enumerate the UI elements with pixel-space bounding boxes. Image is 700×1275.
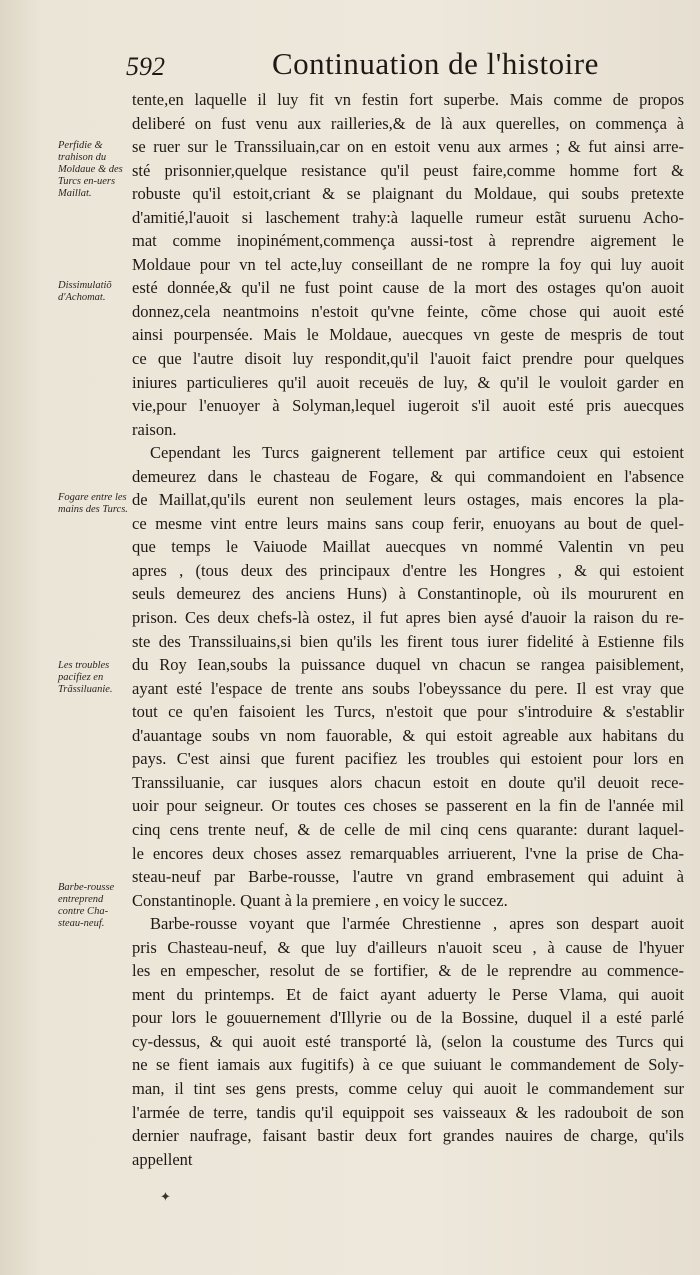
text-line: Transsiluanie, car iusques alors chacun estoit en doute qu'il deuoit rece- bbox=[132, 772, 684, 792]
text-line: esté donnée,& qu'il ne fust point cause de la mort des ostages qu'on auoit bbox=[132, 278, 684, 298]
text-line: tente,en laquelle il luy fit vn festin fort superbe. Mais comme de propos bbox=[132, 90, 684, 109]
text-line: se ruer sur le Transsiluain,car on en estoit venu aux armes ; & fut ainsi arre- bbox=[132, 137, 684, 157]
text-line: appellent bbox=[132, 1149, 193, 1169]
text-line: seuls demeurez des anciens Huns) à Constantinople, où ils moururent en bbox=[132, 584, 684, 604]
text-line: uoir pour seigneur. Or toutes ces choses se passerent en la fin de l'année mil bbox=[132, 796, 684, 816]
margin-note: Perfidie & trahison du Moldaue & des Turcs en-uers Maillat. bbox=[58, 140, 123, 199]
text-line: du Roy Iean,soubs la puissance duquel vn chacun se rangea paisiblement, bbox=[132, 655, 684, 675]
text-line: demeurez dans le chasteau de Fogare, & qui commandoient en l'absence bbox=[132, 466, 684, 486]
text-line: l'armée de terre, tandis qu'il equippoit ses vaisseaux & les radouboit de son bbox=[132, 1102, 684, 1122]
text-line: que temps le Vaiuode Maillat auecques vn nommé Valentin vn peu bbox=[132, 537, 684, 557]
text-line: pris Chasteau-neuf, & que luy d'ailleurs n'auoit sceu , à cause de l'hyuer bbox=[132, 937, 684, 957]
text-line: vie,pour l'enuoyer à Solyman,lequel iugeroit s'il auoit esté pris auecques bbox=[132, 396, 684, 416]
text-line: Cependant les Turcs gaignerent tellement par artifice ceux qui estoient bbox=[150, 443, 684, 463]
text-line: iniures particulieres qu'il auoit receuës de luy, & qu'il le vouloit garder en bbox=[132, 372, 684, 392]
text-line: ne se fient iamais aux fugitifs) à ce que suiuant le commandement de Soly- bbox=[132, 1055, 684, 1075]
text-line: ayant esté l'espace de trente ans soubs l'obeyssance du pere. Il est vray que bbox=[132, 678, 684, 698]
text-line: Constantinople. Quant à la premiere , en voicy le succez. bbox=[132, 890, 508, 910]
text-line: steau-neuf par Barbe-rousse, l'autre vn grand embrasement qui aduint à bbox=[132, 867, 684, 887]
text-line: le encores deux choses assez remarquables arriuerent, l'vne la prise de Cha- bbox=[132, 843, 684, 863]
text-line: ce que l'autre disoit luy respondit,qu'il l'auoit faict prendre pour quelques bbox=[132, 349, 684, 369]
text-line: donnez,cela neantmoins n'estoit qu'vne feinte, cõme chose qui auoit esté bbox=[132, 301, 684, 321]
text-line: tout ce qu'en faisoient les Turcs, n'estoit que pour s'introduire & s'establir bbox=[132, 702, 684, 722]
text-line: dernier naufrage, faisant bastir deux fort grandes nauires de charge, qu'ils bbox=[132, 1126, 684, 1146]
text-line: Moldaue pour vn tel acte,luy conseillant de ne rompre la foy qui luy auoit bbox=[132, 254, 684, 274]
text-line: prison. Ces deux chefs-là ostez, il fut apres bien aysé d'auoir la raison du re- bbox=[132, 608, 684, 628]
text-line: cy-dessus, & qui auoit esté transporté là, (selon la coustume des Turcs qui bbox=[132, 1031, 684, 1051]
text-line: Barbe-rousse voyant que l'armée Chrestienne , apres son despart auoit bbox=[150, 914, 684, 934]
text-line: les en empescher, resolut de se fortifier, & de le reprendre au commence- bbox=[132, 961, 684, 981]
text-line: raison. bbox=[132, 419, 177, 439]
text-line: man, il tint ses gens prests, comme celuy qui auoit le commandement sur bbox=[132, 1078, 684, 1098]
text-line: mat comme inopinément,commença aussi-tost à reprendre aigrement le bbox=[132, 231, 684, 251]
margin-note: Les troubles pacifiez en Trãssiluanie. bbox=[58, 660, 113, 695]
text-line: de Maillat,qu'ils eurent non seulement leurs ostages, mais encores la pla- bbox=[132, 490, 684, 510]
text-line: robuste qu'il estoit,criant & se plaignant du Moldaue, qui soubs pretexte bbox=[132, 184, 684, 204]
text-line: pour lors le gouuernement d'Illyrie ou de la Bossine, duquel il a esté parlé bbox=[132, 1008, 684, 1028]
text-line: apres , (tous deux des principaux d'entre les Hongres , & qui estoient bbox=[132, 560, 684, 580]
text-line: ainsi pourpensée. Mais le Moldaue, auecques vn geste de mespris de tout bbox=[132, 325, 684, 345]
page-header bbox=[0, 44, 700, 84]
page-number: 592 bbox=[126, 52, 165, 81]
margin-note: Dissimulatiõ d'Achomat. bbox=[58, 280, 112, 303]
text-line: d'auantage soubs vn nom fauorable, & qui estoit agreable aux habitans du bbox=[132, 725, 684, 745]
margin-note: Barbe-rousse entreprend contre Cha-steau-neuf. bbox=[58, 882, 115, 929]
text-line: sté prisonnier,quelque resistance qu'il peust faire,comme homme fort & bbox=[132, 160, 684, 180]
text-line: ce mesme vint entre leurs mains sans coup ferir, enuoyans au bout de quel- bbox=[132, 513, 684, 533]
text-line: d'amitié,l'auoit si laschement trahy:à laquelle rumeur estãt suruenu Acho- bbox=[132, 207, 684, 227]
ink-speck: ✦ bbox=[160, 1190, 171, 1205]
text-line: pays. C'est ainsi que furent pacifiez les troubles qui estoient pour lors en bbox=[132, 749, 684, 769]
text-line: cinq cens trente neuf, & de celle de mil cinq cens quarante: durant laquel- bbox=[132, 819, 684, 839]
body-text bbox=[132, 88, 684, 1171]
text-line: ment du printemps. Et de faict ayant aduerty le Perse Vlama, qui auoit bbox=[132, 984, 684, 1004]
margin-note: Fogare entre les mains des Turcs. bbox=[58, 492, 128, 515]
running-head: Continuation de l'histoire bbox=[272, 46, 599, 81]
text-line: ste des Transsiluains,si bien qu'ils les firent tous iurer fidelité à Estienne fils bbox=[132, 631, 684, 651]
text-line: deliberé on fust venu aux railleries,& de là aux querelles, on commença à bbox=[132, 113, 684, 133]
